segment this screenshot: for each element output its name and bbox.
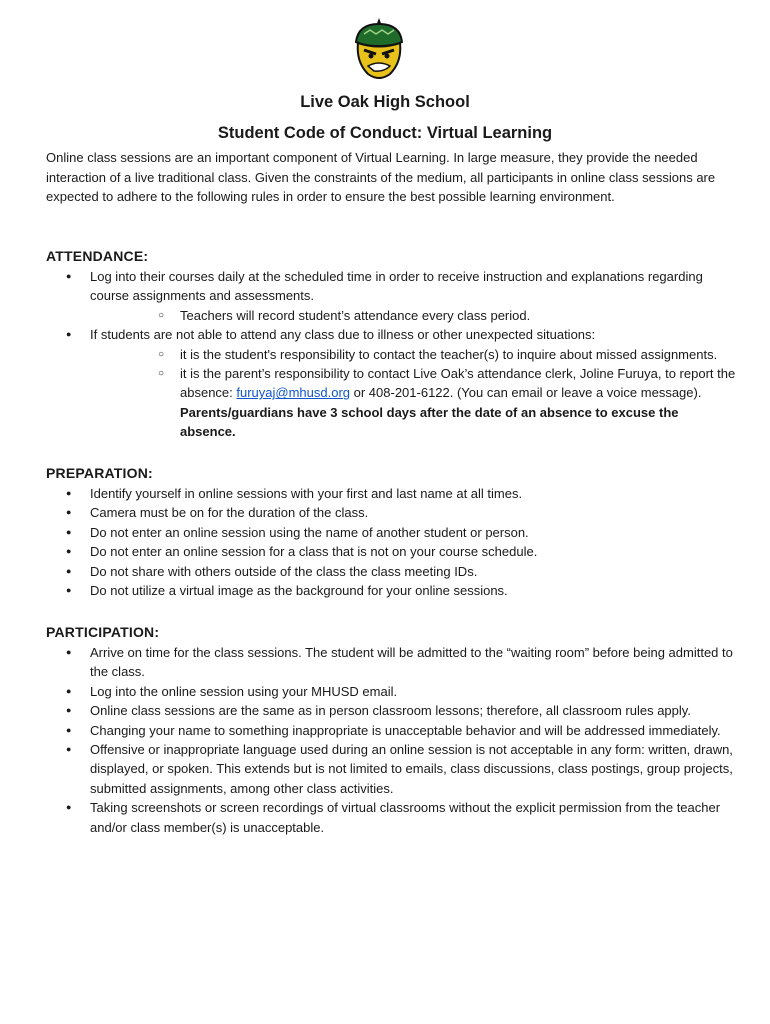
participation-list (46, 643, 736, 837)
sub-list (90, 306, 736, 325)
page-title: Student Code of Conduct: Virtual Learning (217, 124, 553, 142)
list-item: ● Changing your name to something inappropriate is unacceptable behavior and will be addressed immediately. (46, 721, 736, 740)
email-link[interactable]: furuyaj@mhusd.org (236, 385, 351, 401)
list-item: ● Arrive on time for the class sessions. The student will be admitted to the “waiting room” before being admitted to the class. (46, 643, 736, 682)
sub-list-text: or 408-201-6122. (You can email or leave a voice message). (350, 385, 702, 401)
list-item: ● Taking screenshots or screen recordings of virtual classrooms without the explicit permission from the teacher and/or class member(s) is unacceptable. (46, 798, 736, 837)
attendance-heading: ATTENDANCE: (46, 248, 149, 264)
sub-list-item (134, 364, 736, 442)
list-item-text: If students are not able to attend any class due to illness or other unexpected situations: (90, 327, 596, 343)
list-item: ● Do not enter an online session for a class that is not on your course schedule. (46, 542, 736, 561)
list-item: ● Do not utilize a virtual image as the background for your online sessions. (46, 581, 736, 600)
acorn-mascot-icon (348, 16, 410, 82)
sub-list-item: ○ it is the student's responsibility to contact the teacher(s) to inquire about missed assignments. (134, 345, 736, 364)
list-item: ● Offensive or inappropriate language used during an online session is not acceptable in any form: written, drawn, displayed, or spoken. This extends but is not limited to emails, class discussions, class postings, group projects, submitted assignments, among other class activities. (46, 740, 736, 798)
list-item: ● Camera must be on for the duration of the class. (46, 503, 736, 522)
list-item: ● Online class sessions are the same as in person classroom lessons; therefore, all classroom rules apply. (46, 701, 736, 720)
participation-heading: PARTICIPATION: (46, 624, 160, 640)
list-item (46, 325, 736, 441)
attendance-section (46, 248, 736, 442)
list-item: ● Log into the online session using your MHUSD email. (46, 682, 736, 701)
absence-notice: Parents/guardians have 3 school days after the date of an absence to excuse the absence. (180, 404, 679, 440)
preparation-heading: PREPARATION: (46, 465, 153, 481)
school-name: Live Oak High School (300, 93, 470, 111)
list-item: ● Do not share with others outside of the class the class meeting IDs. (46, 562, 736, 581)
preparation-list (46, 484, 736, 600)
list-item (46, 267, 736, 325)
sub-list-item: ○ Teachers will record student’s attendance every class period. (134, 306, 736, 325)
list-item-text: Log into their courses daily at the scheduled time in order to receive instruction and explanations regarding course assignments and assessments. (90, 269, 703, 304)
intro-paragraph: Online class sessions are an important component of Virtual Learning. In large measure, they provide the needed interaction of a live traditional class. Given the constraints of the medium, all participants in online class sessions are expected to adhere to the following rules in order to ensure the best possible learning environment. (46, 150, 716, 204)
list-item: ● Identify yourself in online sessions with your first and last name at all times. (46, 484, 736, 503)
preparation-section (46, 465, 736, 600)
attendance-list (46, 267, 736, 442)
participation-section (46, 624, 736, 837)
sub-list (90, 345, 736, 442)
sub-list-text: it is the parent’s responsibility to contact Live Oak’s attendance clerk, Joline Furuya, to report the absence: (180, 366, 736, 401)
list-item: ● Do not enter an online session using the name of another student or person. (46, 523, 736, 542)
